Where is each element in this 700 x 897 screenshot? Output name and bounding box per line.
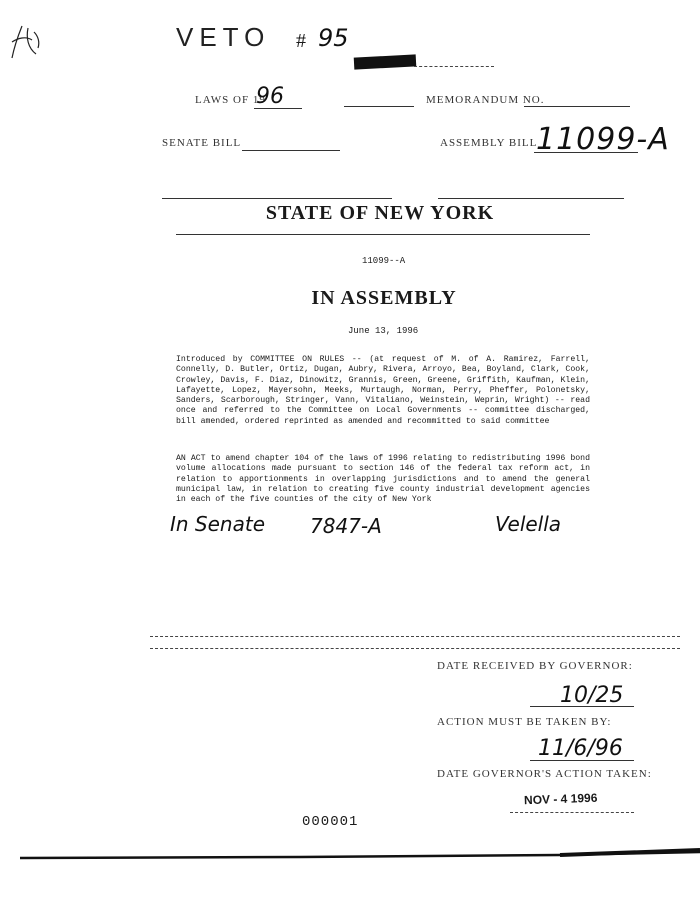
senate-bill-blank — [242, 150, 340, 151]
assembly-bill-underline — [534, 152, 638, 153]
bill-date: June 13, 1996 — [348, 326, 419, 336]
veto-label: VETO — [176, 22, 271, 52]
veto-number: 95 — [318, 24, 349, 52]
chamber-title: IN ASSEMBLY — [311, 287, 457, 309]
rule-right — [438, 198, 624, 199]
assembly-bill-label: ASSEMBLY BILL — [440, 137, 538, 149]
laws-year: 96 — [256, 84, 284, 109]
action-deadline-value: 11/6/96 — [538, 736, 623, 761]
in-senate-note: In Senate — [170, 512, 266, 536]
laws-label: LAWS OF 19 — [195, 94, 266, 106]
handwritten-initials — [8, 22, 44, 62]
governor-action-underline — [510, 812, 634, 813]
page-number: 000001 — [302, 814, 359, 830]
date-received-label: DATE RECEIVED BY GOVERNOR: — [437, 660, 633, 672]
divider-dashed-2 — [150, 648, 680, 649]
memo-blank — [524, 106, 630, 107]
action-deadline-underline — [530, 760, 634, 761]
governor-action-stamp: NOV - 4 1996 — [523, 790, 598, 808]
state-title: STATE OF NEW YORK — [265, 202, 495, 224]
rule-left — [162, 198, 392, 199]
action-deadline-label: ACTION MUST BE TAKEN BY: — [437, 716, 612, 728]
laws-underline — [254, 108, 302, 109]
date-received-value: 10/25 — [560, 683, 624, 708]
senate-sponsor: Velella — [495, 512, 562, 536]
assembly-bill-number: 11099-A — [536, 122, 670, 157]
memo-label: MEMORANDUM NO. — [426, 94, 545, 106]
state-title-rule — [176, 234, 590, 235]
scan-edge-line — [0, 846, 700, 862]
laws-blank — [344, 106, 414, 107]
governor-action-label: DATE GOVERNOR'S ACTION TAKEN: — [437, 768, 652, 780]
bill-number: 11099--A — [362, 256, 406, 266]
senate-bill-label: SENATE BILL — [162, 137, 242, 149]
act-paragraph: AN ACT to amend chapter 104 of the laws of 1996 relating to redistributing 1996 bond volume allocations made pursuant to section 146 of the federal tax reform act, in relation to apportionments in overlapping jurisdictions and to amend the general municipal law, in relation to creating five county industrial development agencies in each of the five counties of the city of New York — [176, 454, 590, 505]
date-received-underline — [530, 706, 634, 707]
redaction-mark — [354, 54, 417, 69]
veto-underline — [414, 66, 494, 67]
divider-dashed-1 — [150, 636, 680, 637]
senate-bill-number: 7847-A — [310, 514, 382, 538]
veto-hash: # — [296, 30, 306, 52]
introduced-paragraph: Introduced by COMMITTEE ON RULES -- (at request of M. of A. Ramirez, Farrell, Connelly, D. Butler, Ortiz, Dugan, Aubry, Rivera, Arroyo, Bea, Boyland, Clark, Cook, Crowley, Davis, F. Diaz, Dinowitz, Grannis, Green, Greene, Griffith, Kaufman, Klein, Lafayette, Lopez, Mayersohn, Meeks, Murtaugh, Norman, Perry, Pheffer, Polonetsky, Sanders, Scarborough, Stringer, Vann, Vitaliano, Weinstein, Weprin, Wright) -- read once and referred to the Committee on Local Governments -- committee discharged, bill amended, ordered reprinted as amended and recommitted to said committee — [176, 355, 590, 426]
